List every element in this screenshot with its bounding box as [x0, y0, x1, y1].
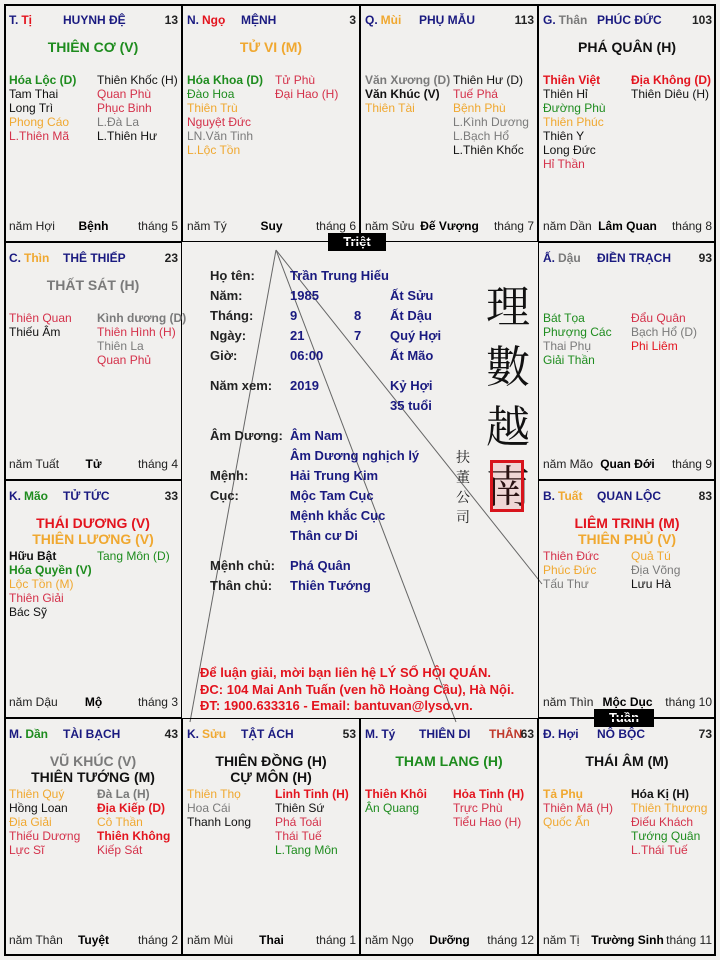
contact-phone-email: ĐT: 1900.633316 - Email: bantuvan@lyso.vn.	[200, 698, 473, 713]
minor-stars-left	[9, 73, 76, 143]
major-star: THIÊN LƯƠNG (V)	[32, 531, 154, 547]
minor-star: Giải Thần	[543, 353, 595, 367]
minor-star: Thiên Quý	[9, 787, 65, 801]
minor-stars-right	[97, 787, 170, 857]
major-star: VŨ KHÚC (V)	[49, 753, 137, 769]
major-star: THÁI DƯƠNG (V)	[36, 515, 150, 531]
palace-name: PHỤ MẪU	[419, 13, 475, 27]
minor-star: Thiên Sứ	[275, 801, 325, 815]
minor-star: Thiên Tài	[365, 101, 415, 115]
truong-sinh-stage: Lâm Quan	[598, 219, 657, 233]
minor-star: Hoa Cái	[187, 801, 231, 815]
minor-star: Thiên La	[97, 339, 144, 353]
view-year-label: Năm xem:	[210, 378, 273, 393]
minor-stars-left	[543, 73, 606, 171]
minor-star: L.Tang Môn	[275, 843, 338, 857]
minor-star: Đường Phù	[543, 101, 606, 115]
month-canchi: Ất Dậu	[390, 308, 432, 323]
minor-star: Đà La (H)	[97, 787, 150, 801]
minor-star: Thiên Diêu (H)	[631, 87, 710, 101]
contact-line-1: Để luận giải, mời bạn liên hệ LÝ SỐ HỘI QUÁN.	[200, 665, 491, 680]
major-star: THÁI ÂM (M)	[585, 753, 669, 769]
palace-dai-han-age: 33	[164, 489, 178, 503]
minor-stars-right	[275, 73, 338, 101]
major-star: TỬ VI (M)	[239, 39, 303, 55]
palace-header	[187, 13, 356, 29]
tieu-han-year: năm Mùi	[187, 933, 234, 947]
palace-footer	[187, 219, 356, 233]
palace-header	[543, 489, 712, 505]
minor-star: Cô Thần	[97, 815, 143, 829]
palace-cell[interactable]	[538, 718, 716, 956]
than-chu-value: Thiên Tướng	[290, 578, 371, 593]
minor-star: L.Thái Tuế	[631, 843, 688, 857]
than-chu-label: Thân chủ:	[210, 578, 273, 593]
minor-stars-right	[631, 73, 711, 101]
palace-name: TỬ TỨC	[63, 489, 110, 503]
minor-star: Thiên Thương	[631, 801, 708, 815]
month-value: 9	[290, 308, 298, 323]
minor-star: Thiên Phúc	[543, 115, 604, 129]
palace-stem: T.	[9, 13, 19, 27]
palace-cell[interactable]	[4, 4, 182, 242]
palace-footer	[187, 933, 356, 947]
palace-stem: B.	[543, 489, 555, 503]
truong-sinh-stage: Suy	[260, 219, 283, 233]
palace-dai-han-age: 83	[698, 489, 712, 503]
major-star: PHÁ QUÂN (H)	[578, 39, 676, 55]
minor-star: Hóa Lộc (D)	[9, 73, 77, 87]
minor-star: Lực Sĩ	[9, 843, 45, 857]
palace-stem: K.	[9, 489, 21, 503]
palace-branch: Hợi	[558, 727, 579, 741]
minor-star: Điếu Khách	[631, 815, 694, 829]
minor-stars-right	[97, 549, 170, 563]
palace-footer	[543, 933, 712, 947]
minor-stars-right	[631, 787, 707, 857]
palace-branch: Mùi	[380, 13, 402, 27]
cuc-label: Cục:	[210, 488, 239, 503]
minor-star: Thiên Quan	[9, 311, 72, 325]
minor-star: Tấu Thư	[543, 577, 589, 591]
year-label: Năm:	[210, 288, 243, 303]
palace-dai-han-age: 113	[514, 13, 534, 27]
month-label: Tháng:	[210, 308, 254, 323]
year-value: 1985	[290, 288, 319, 303]
minor-star: Thiên Hư (D)	[453, 73, 524, 87]
palace-branch: Thân	[558, 13, 588, 27]
minor-stars-right	[97, 73, 178, 143]
palace-footer	[543, 695, 712, 709]
palace-header	[9, 251, 178, 267]
palace-footer	[9, 695, 178, 709]
nguyet-han-month: tháng 3	[137, 695, 178, 709]
minor-star: Thiên Hình (H)	[97, 325, 176, 339]
palace-name: THIÊN DI	[419, 727, 471, 741]
minor-star: Địa Giải	[9, 815, 52, 829]
minor-star: Hóa Kị (H)	[631, 787, 689, 801]
tuan-marker: Tuần	[594, 709, 654, 727]
tieu-han-year: năm Mão	[543, 457, 594, 471]
contact-address: ĐC: 104 Mai Anh Tuấn (ven hồ Hoàng Cầu), Hà Nội.	[200, 682, 515, 697]
minor-stars-left	[365, 787, 427, 815]
view-year-value: 2019	[290, 378, 319, 393]
minor-star: Thiên Đức	[543, 549, 600, 563]
minor-star: Kình dương (D)	[97, 311, 187, 325]
palace-name: QUAN LỘC	[597, 489, 661, 503]
palace-header	[9, 727, 178, 743]
minor-stars-right	[275, 787, 349, 857]
palace-stem: C.	[9, 251, 21, 265]
palace-branch: Ngọ	[202, 13, 226, 27]
minor-star: Thiếu Dương	[9, 829, 81, 843]
palace-branch: Dậu	[558, 251, 581, 265]
palace-cell[interactable]	[182, 718, 360, 956]
minor-star: L.Thiên Khốc	[453, 143, 524, 157]
day-lunar: 7	[354, 328, 362, 343]
minor-star: Tam Thai	[9, 87, 59, 101]
minor-star: Phá Toái	[275, 815, 322, 829]
minor-star: Thiên Không	[97, 829, 171, 843]
minor-stars-right	[453, 73, 529, 157]
major-star: THAM LANG (H)	[395, 753, 503, 769]
red-seal-stamp	[490, 460, 524, 512]
major-star: THIÊN CƠ (V)	[47, 39, 139, 55]
major-star: THIÊN TƯỚNG (M)	[31, 769, 155, 785]
amduong-value: Âm Nam	[290, 428, 343, 443]
minor-star: Quan Phù	[97, 87, 152, 101]
minor-star: Lộc Tồn (M)	[9, 577, 74, 591]
name-value: Trần Trung Hiếu	[290, 268, 389, 283]
palace-name: PHÚC ĐỨC	[597, 13, 662, 27]
minor-star: Tuế Phá	[453, 87, 498, 101]
minor-star: Tử Phù	[275, 73, 316, 87]
minor-star: Hồng Loan	[9, 801, 68, 815]
palace-cell[interactable]	[538, 4, 716, 242]
day-value: 21	[290, 328, 305, 343]
nguyet-han-month: tháng 10	[665, 695, 712, 709]
palace-dai-han-age: 3	[349, 13, 356, 27]
minor-star: Thiên Việt	[543, 73, 601, 87]
truong-sinh-stage: Trường Sinh	[591, 933, 664, 947]
minor-star: Thiếu Âm	[9, 325, 61, 339]
cuc-note: Mệnh khắc Cục	[290, 508, 386, 523]
minor-stars-left	[187, 787, 251, 829]
palace-stem: Đ.	[543, 727, 555, 741]
palace-dai-han-age: 13	[164, 13, 178, 27]
palace-branch: Thìn	[24, 251, 50, 265]
minor-star: Đại Hao (H)	[275, 87, 339, 101]
minor-stars-left	[9, 311, 72, 339]
palace-cell[interactable]	[4, 480, 182, 718]
minor-star: Hỏa Tinh (H)	[453, 787, 525, 801]
minor-star: Thái Tuế	[275, 829, 322, 843]
palace-dai-han-age: 53	[342, 727, 356, 741]
tieu-han-year: năm Tý	[187, 219, 227, 233]
calligraphy-logo: 理 數 越 南	[486, 282, 530, 513]
nguyet-han-month: tháng 7	[493, 219, 534, 233]
minor-star: Bác Sỹ	[9, 605, 48, 619]
palace-name: TÀI BẠCH	[63, 727, 121, 741]
palace-stem: K.	[187, 727, 199, 741]
month-lunar: 8	[354, 308, 362, 323]
minor-star: Quả Tú	[631, 549, 671, 563]
nguyet-han-month: tháng 4	[137, 457, 178, 471]
minor-star: Tang Môn (D)	[97, 549, 170, 563]
palace-header	[187, 727, 356, 743]
palace-branch: Tuất	[558, 489, 583, 503]
nguyet-han-month: tháng 8	[671, 219, 712, 233]
palace-name: MỆNH	[241, 13, 277, 27]
palace-dai-han-age: 93	[698, 251, 712, 265]
minor-star: Phúc Đức	[543, 563, 597, 577]
minor-star: Phi Liêm	[631, 339, 678, 353]
minor-star: L.Thiên Hư	[97, 129, 158, 143]
minor-stars-right	[453, 787, 524, 829]
palace-stem: M.	[9, 727, 23, 741]
minor-star: Quan Phủ	[97, 353, 152, 367]
tieu-han-year: năm Thìn	[543, 695, 594, 709]
menh-chu-label: Mệnh chủ:	[210, 558, 275, 573]
palace-cell[interactable]	[538, 242, 716, 480]
truong-sinh-stage: Tuyệt	[77, 933, 110, 947]
hour-canchi: Ất Mão	[390, 348, 434, 363]
palace-header	[365, 727, 534, 743]
truong-sinh-stage: Đế Vượng	[420, 219, 479, 233]
nguyet-han-month: tháng 9	[671, 457, 712, 471]
tu-vi-chart	[4, 4, 716, 956]
minor-star: Thiên Mã (H)	[543, 801, 614, 815]
minor-star: Thai Phụ	[543, 339, 592, 353]
minor-star: Văn Khúc (V)	[365, 87, 440, 101]
palace-cell[interactable]	[4, 242, 187, 480]
minor-star: Trực Phù	[453, 801, 503, 815]
palace-footer	[9, 219, 178, 233]
minor-star: Tướng Quân	[631, 829, 701, 843]
menh-label: Mệnh:	[210, 468, 249, 483]
day-label: Ngày:	[210, 328, 247, 343]
minor-star: Quốc Ấn	[543, 815, 590, 829]
minor-star: Địa Không (D)	[631, 73, 711, 87]
palace-dai-han-age: 43	[164, 727, 178, 741]
minor-star: Thanh Long	[187, 815, 252, 829]
minor-star: Tả Phụ	[543, 787, 584, 801]
minor-star: Lưu Hà	[631, 577, 672, 591]
minor-stars-right	[631, 311, 697, 353]
palace-footer	[543, 457, 712, 471]
truong-sinh-stage: Bệnh	[78, 219, 109, 233]
palace-header	[9, 13, 178, 29]
minor-star: Thiên Hỉ	[543, 87, 588, 101]
palace-cell[interactable]	[4, 718, 182, 956]
minor-star: Hóa Khoa (D)	[187, 73, 263, 87]
palace-cell[interactable]	[360, 718, 538, 956]
minor-stars-left	[543, 549, 599, 591]
minor-star: L.Lộc Tồn	[187, 143, 241, 157]
palace-dai-han-age: 73	[698, 727, 712, 741]
minor-star: Nguyệt Đức	[187, 115, 252, 129]
truong-sinh-stage: Mộ	[84, 695, 103, 709]
tieu-han-year: năm Thân	[9, 933, 63, 947]
minor-star: Kiếp Sát	[97, 843, 143, 857]
minor-star: Long Đức	[543, 143, 596, 157]
palace-name: TẬT ÁCH	[241, 727, 294, 741]
palace-branch: Mão	[24, 489, 48, 503]
nguyet-han-month: tháng 12	[487, 933, 534, 947]
minor-star: Thiên Khốc (H)	[97, 73, 178, 87]
minor-star: Thiên Giải	[9, 591, 64, 605]
truong-sinh-stage: Tử	[85, 457, 102, 471]
nguyet-han-month: tháng 5	[137, 219, 178, 233]
minor-star: Văn Xương (D)	[365, 73, 451, 87]
amduong-label: Âm Dương:	[210, 428, 283, 443]
palace-footer	[365, 933, 534, 947]
palace-stem: Q.	[365, 13, 378, 27]
age-value: 35 tuổi	[390, 398, 432, 413]
palace-header	[365, 13, 534, 29]
truong-sinh-stage: Mộc Dục	[602, 695, 653, 709]
minor-star: L.Thiên Mã	[9, 129, 70, 143]
tieu-han-year: năm Tuất	[9, 457, 60, 471]
palace-branch: Tý	[381, 727, 396, 741]
truong-sinh-stage: Thai	[259, 933, 284, 947]
minor-stars-left	[365, 73, 450, 115]
palace-branch: Tị	[21, 13, 33, 27]
nguyet-han-month: tháng 2	[137, 933, 178, 947]
day-canchi: Quý Hợi	[390, 328, 442, 343]
minor-star: Phượng Các	[543, 325, 612, 339]
tieu-han-year: năm Hợi	[9, 219, 55, 233]
minor-star: Bạch Hổ (D)	[631, 325, 698, 339]
minor-star: Hóa Quyền (V)	[9, 563, 92, 577]
minor-star: Hữu Bật	[9, 549, 57, 563]
minor-star: Thiên Thọ	[187, 787, 241, 801]
minor-star: Phong Cáo	[9, 115, 70, 129]
minor-star: L.Kình Dương	[453, 115, 529, 129]
minor-stars-left	[543, 311, 612, 367]
than-note: Thân cư Di	[290, 528, 358, 543]
than-cu-label: THÂN	[489, 727, 523, 741]
palace-name: HUYNH ĐỆ	[63, 13, 126, 27]
palace-header	[9, 489, 178, 505]
minor-star: LN.Văn Tinh	[187, 129, 254, 143]
tieu-han-year: năm Sửu	[365, 219, 415, 233]
minor-star: Đẩu Quân	[631, 311, 686, 325]
palace-dai-han-age: 63	[520, 727, 534, 741]
palace-stem: M.	[365, 727, 379, 741]
palace-name: THÊ THIẾP	[63, 251, 126, 265]
minor-star: Thiên Khôi	[365, 787, 427, 801]
palace-dai-han-age: 103	[691, 13, 712, 27]
menh-value: Hải Trung Kim	[290, 468, 379, 483]
minor-star: Đào Hoa	[187, 87, 235, 101]
major-star: LIÊM TRINH (M)	[574, 515, 680, 531]
minor-star: Địa Võng	[631, 563, 681, 577]
minor-star: Bát Tọa	[543, 311, 585, 325]
palace-stem: Ấ.	[543, 251, 555, 265]
minor-star: Phục Binh	[97, 101, 152, 115]
minor-star: Hỉ Thần	[543, 157, 585, 171]
palace-header	[543, 727, 712, 743]
palace-name: NÔ BỘC	[597, 727, 645, 741]
palace-stem: N.	[187, 13, 199, 27]
truong-sinh-stage: Quan Đới	[600, 457, 655, 471]
center-info-panel	[188, 248, 544, 724]
minor-star: Ân Quang	[365, 801, 420, 815]
tieu-han-year: năm Dần	[543, 219, 592, 233]
minor-star: Long Trì	[9, 101, 54, 115]
minor-star: Thiên Trù	[187, 101, 238, 115]
palace-name: ĐIỀN TRẠCH	[597, 251, 671, 265]
hour-value: 06:00	[290, 348, 324, 363]
minor-star: Địa Kiếp (D)	[97, 801, 166, 815]
minor-stars-right	[631, 549, 680, 591]
palace-cell[interactable]	[538, 480, 716, 718]
major-star: THẤT SÁT (H)	[46, 277, 140, 293]
name-label: Họ tên:	[210, 268, 255, 283]
minor-stars-right	[97, 311, 186, 367]
palace-header	[543, 13, 712, 29]
minor-star: Bệnh Phù	[453, 101, 506, 115]
tieu-han-year: năm Tị	[543, 933, 580, 947]
palace-branch: Dần	[25, 727, 49, 741]
triet-marker: Triệt	[328, 233, 386, 251]
palace-footer	[9, 933, 178, 947]
minor-star: Tiểu Hao (H)	[453, 815, 522, 829]
palace-dai-han-age: 23	[164, 251, 178, 265]
palace-branch: Sửu	[202, 727, 227, 741]
minor-stars-left	[543, 787, 613, 829]
minor-star: L.Đà La	[97, 115, 140, 129]
palace-cell[interactable]	[182, 4, 360, 242]
cuc-value: Mộc Tam Cục	[290, 488, 374, 503]
palace-header	[543, 251, 712, 267]
minor-stars-left	[9, 549, 92, 619]
tieu-han-year: năm Dậu	[9, 695, 58, 709]
palace-cell[interactable]	[360, 4, 538, 242]
nguyet-han-month: tháng 6	[315, 219, 356, 233]
major-star: THIÊN PHỦ (V)	[578, 531, 676, 547]
palace-footer	[543, 219, 712, 233]
minor-stars-left	[187, 73, 263, 157]
view-year-canchi: Kỷ Hợi	[390, 378, 433, 393]
menh-chu-value: Phá Quân	[290, 558, 351, 573]
major-star: THIÊN ĐỒNG (H)	[215, 753, 327, 769]
company-seal-text: 扶董公司	[456, 450, 470, 526]
minor-star: L.Bạch Hổ	[453, 129, 510, 143]
palace-stem: G.	[543, 13, 556, 27]
tieu-han-year: năm Ngọ	[365, 933, 414, 947]
nguyet-han-month: tháng 11	[666, 933, 712, 947]
amduong-note: Âm Dương nghịch lý	[290, 448, 420, 463]
nguyet-han-month: tháng 1	[315, 933, 356, 947]
minor-stars-left	[9, 787, 80, 857]
palace-footer	[365, 219, 534, 233]
minor-star: Linh Tinh (H)	[275, 787, 349, 801]
hour-label: Giờ:	[210, 348, 238, 363]
major-star: CỰ MÔN (H)	[230, 769, 312, 785]
truong-sinh-stage: Dưỡng	[429, 933, 470, 947]
palace-footer	[9, 457, 178, 471]
year-canchi: Ất Sửu	[390, 288, 434, 303]
minor-star: Thiên Y	[543, 129, 585, 143]
